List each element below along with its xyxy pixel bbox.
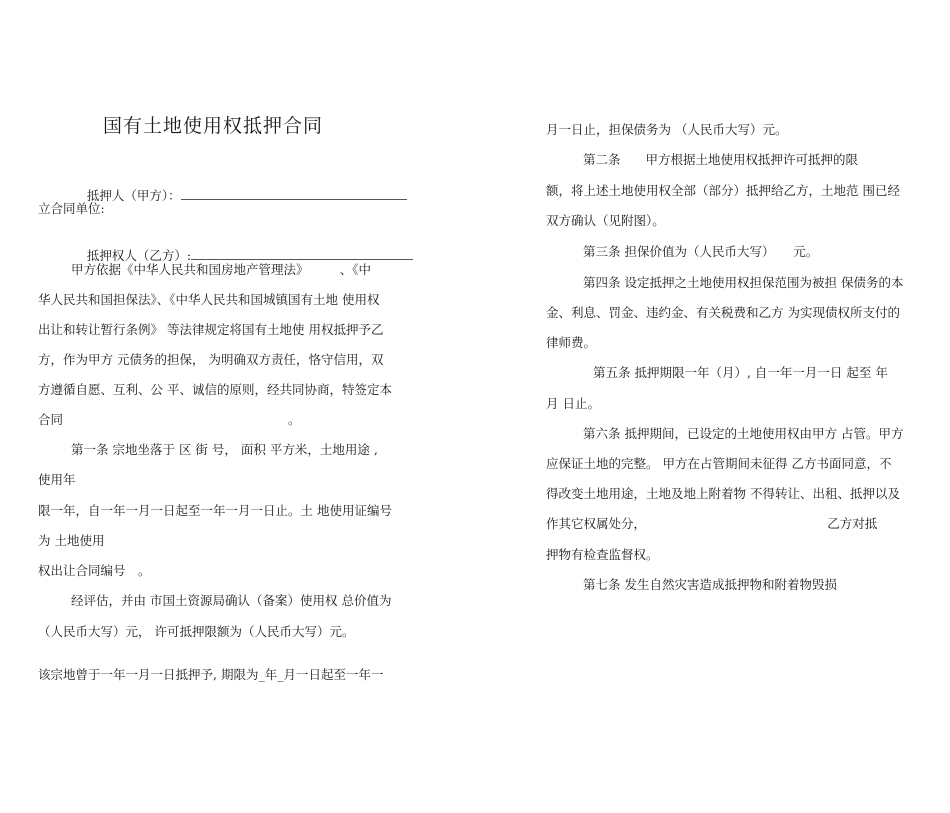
- article-1-line: 使用年: [38, 472, 76, 487]
- continued-line: 月一日止，担保债务为 （人民币大写）元。: [546, 122, 788, 137]
- article-5-line: 月 日止。: [546, 396, 600, 411]
- contract-unit-line: 立合同单位:: [38, 201, 105, 216]
- article-7-line: 第七条 发生自然灾害造成抵押物和附着物毁损: [583, 577, 837, 592]
- article-2-line: 双方确认（见附图）。: [546, 213, 665, 228]
- valuation-line: （人民币大写）元， 许可抵押限额为（人民币大写）元。: [38, 624, 355, 639]
- article-3-line: 第三条 担保价值为（人民币大写） 元。: [583, 244, 819, 259]
- preamble-line: 甲方依据《中华人民共和国房地产管理法》 、《中: [71, 262, 372, 277]
- article-1-line: 第一条 宗地坐落于 区 街 号， 面积 平方米，土地用途 ,: [71, 442, 378, 457]
- article-6-line: 得改变土地用途，土地及地上附着物 不得转让、出租、抵押以及: [546, 486, 900, 501]
- preamble-line: 方遵循自愿、互利、公 平、诚信的原则，经共同协商，特签定本: [38, 382, 392, 397]
- preamble-line: 华人民共和国担保法》、《中华人民共和国城镇国有土地 使用权: [38, 292, 380, 307]
- article-1-line: 权出让合同编号 。: [38, 563, 151, 578]
- article-4-line: 第四条 设定抵押之土地使用权担保范围为被担 保债务的本: [583, 275, 904, 290]
- preamble-line: 合同 。: [38, 412, 301, 427]
- preamble-line: 方，作为甲方 元债务的担保， 为明确双方责任，恪守信用，双: [38, 352, 384, 367]
- article-2-line: 额，将上述土地使用权全部（部分）抵押给乙方，土地范 围已经: [546, 183, 900, 198]
- article-6-line: 应保证土地的完整。 甲方在占管期间未征得 乙方书面同意，不: [546, 456, 892, 471]
- document-title: 国有土地使用权抵押合同: [103, 115, 324, 137]
- article-4-line: 律师费。: [546, 335, 597, 350]
- article-5-line: 第五条 抵押期限一年（月）, 自一年一月一日 起至 年: [593, 365, 888, 380]
- valuation-line: 经评估，并由 市国土资源局确认（备案）使用权 总价值为: [71, 593, 392, 608]
- article-6-line: 押物有检查监督权。: [546, 547, 659, 562]
- mortgagor-blank: [181, 187, 407, 200]
- mortgagor-line: [71, 171, 407, 220]
- mortgagor-label: 抵押人（甲方）：: [86, 188, 181, 203]
- article-4-line: 金、利息、罚金、违约金、有关税费和乙方 为实现债权所支付的: [546, 305, 900, 320]
- mortgagee-label: 抵押权人（乙方）:: [86, 248, 192, 263]
- prior-mortgage-line: 该宗地曾于一年一月一日抵押予, 期限为_年_月一日起至一年一: [38, 667, 384, 682]
- article-2-line: 第二条 甲方根据土地使用权抵押许可抵押的限: [583, 152, 859, 167]
- article-1-line: 为 土地使用: [38, 533, 105, 548]
- article-6-line: 第六条 抵押期间，已设定的土地使用权由甲方 占管。甲方: [583, 426, 904, 441]
- preamble-line: 出让和转让暂行条例》 等法律规定将国有土地使 用权抵押予乙: [38, 322, 384, 337]
- mortgagee-blank: [191, 247, 413, 260]
- article-6-line: 作其它权属处分， 乙方对抵: [546, 516, 878, 531]
- article-1-line: 限一年，自一年一月一日起至一年一月一日止。土 地使用证编号: [38, 503, 392, 518]
